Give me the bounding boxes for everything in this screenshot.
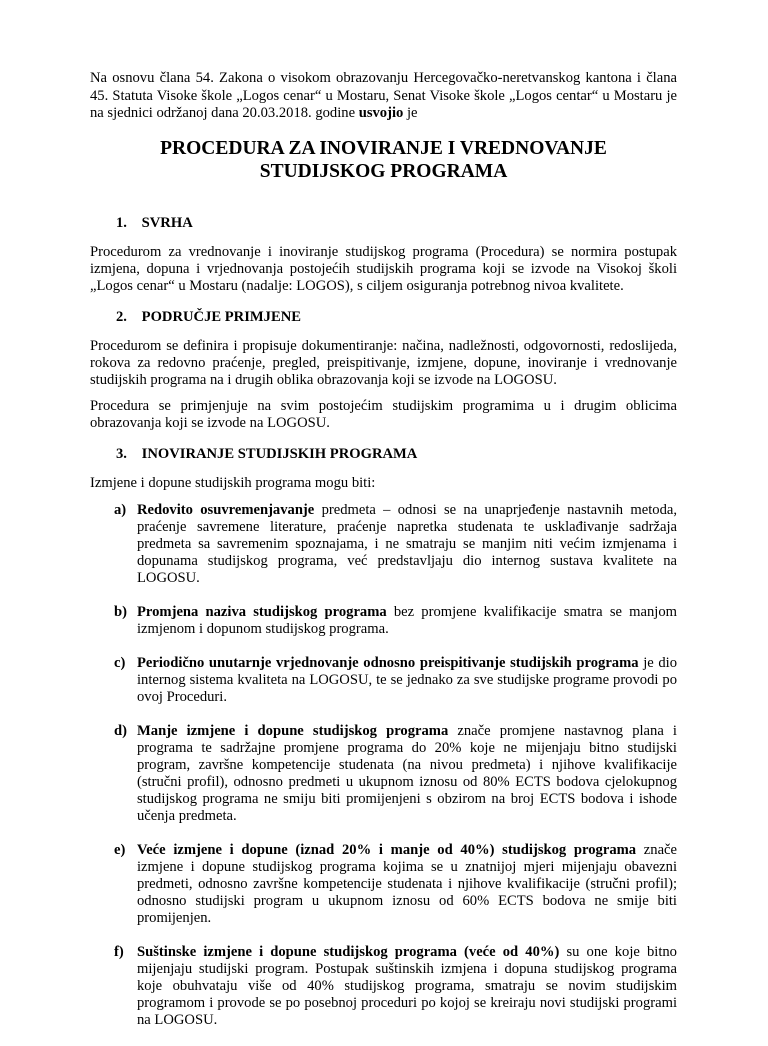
list-marker: d): [114, 722, 127, 739]
list-item-text: su one koje bitno mijenjaju studijski program. Postupak suštinskih izmjena i dopuna studijskog programa koje obuhvataju više od 40% studijskog programa, smatraju se novim studijskim programom i provode se po posebnoj proceduri po kojoj se kreiraju novi studijski programi na LOGOSU.: [137, 943, 677, 1028]
list-marker: a): [114, 501, 127, 518]
section-paragraph: Procedurom za vrednovanje i inoviranje studijskog programa (Procedura) se normira postupak izmjena, dopuna i vrjednovanja postojećih studijskih programa koji se izvode na Visokoj školi „Logos cenar“ u Mostaru (nadalje: LOGOS), s ciljem osiguranja potrebnog nivoa kvalitete.: [90, 243, 677, 294]
list-marker: b): [114, 603, 127, 620]
title-line-1: PROCEDURA ZA INOVIRANJE I VREDNOVANJE: [160, 137, 607, 159]
list-item: [114, 944, 677, 1029]
list-item-text: bez promjene kvalifikacije smatra se manjom izmjenom i dopunom studijskog programa.: [137, 603, 677, 637]
section-heading-podrucje-primjene: [116, 309, 677, 326]
title-line-2: STUDIJSKOG PROGRAMA: [259, 160, 508, 182]
section-lead: Izmjene i dopune studijskih programa mogu biti:: [90, 474, 376, 491]
list-item-bold: Periodično unutarnje vrjednovanje odnosno preispitivanje studijskih programa: [137, 654, 639, 671]
list-item-bold: Promjena naziva studijskog programa: [137, 603, 387, 620]
list-item-text: predmeta – odnosi se na unaprjeđenje nastavnih metoda, praćenje savremene literature, praćenje napretka studenata te usklađivanje sadržaja predmeta sa savremenim spoznajama, i ne smatraju se manjim niti većim izmjenama i dopunama studijskog programa, već predstavljaju dio internog sustava kvalitete na LOGOSU.: [137, 501, 678, 586]
list-item: [114, 842, 677, 927]
section-title: SVRHA: [141, 214, 193, 231]
list-marker: e): [114, 841, 126, 858]
list-marker: f): [114, 943, 124, 960]
document-page: [90, 70, 677, 1046]
list-item: [114, 502, 677, 587]
section-heading-svrha: [116, 215, 677, 232]
list-item-text: znače promjene nastavnog plana i programa te sadržajne promjene programa do 20% koje ne mijenjaju bitno studijski program, završne kompetencije studenata (na nivou predmeta) i njihove kvalifikacije (stručni profil), odnosno predmeti u ukupnom iznosu od 80% ECTS bodova cjelokupnog studijskog programa ne smiju biti promijenjeni s obzirom na broj ECTS bodova i ishode učenja predmeta.: [137, 722, 677, 824]
list-item: [114, 604, 677, 638]
section-title: INOVIRANJE STUDIJSKIH PROGRAMA: [141, 445, 418, 462]
intro-paragraph: [90, 70, 677, 123]
list-item-bold: Veće izmjene i dopune (iznad 20% i manje od 40%) studijskog programa: [137, 841, 637, 858]
list-item-text: znače izmjene i dopune studijskog programa kojima se u znatnijoj mjeri mijenjaju obavezni predmeti, odnosno završne kompetencije studenata i njihove kvalifikacije (stručni profil); odnosno studijski program u ukupnom iznosu od 60% ECTS bodova ne smije biti promijenjen.: [137, 841, 678, 926]
section-paragraph: Procedura se primjenjuje na svim postojećim studijskim programima u i drugim oblicima obrazovanja koji se izvode na LOGOSU.: [90, 397, 677, 431]
list-item: [114, 655, 677, 706]
program-changes-list: [114, 502, 677, 1029]
intro-bold-word: usvojio: [358, 105, 404, 121]
list-marker: c): [114, 654, 126, 671]
section-heading-inoviranje: [116, 446, 677, 463]
list-item-bold: Suštinske izmjene i dopune studijskog programa (veće od 40%): [137, 943, 560, 960]
section-title: PODRUČJE PRIMJENE: [141, 308, 301, 325]
section-paragraph: Procedurom se definira i propisuje dokumentiranje: načina, nadležnosti, odgovornosti, redoslijeda, rokova za redovno praćenje, pregled, preispitivanje, izmjene, dopune, inoviranje i vrednovanje studijskih programa na i drugih oblika obrazovanja koji se izvode na LOGOSU.: [90, 337, 677, 388]
section-number: 1.: [116, 214, 127, 231]
list-item-bold: Manje izmjene i dopune studijskog programa: [137, 722, 449, 739]
intro-text-end: je: [403, 105, 418, 121]
list-item-bold: Redovito osuvremenjavanje: [137, 501, 315, 518]
section-number: 2.: [116, 308, 127, 325]
section-number: 3.: [116, 445, 127, 462]
document-title: [90, 137, 677, 183]
intro-text: Na osnovu člana 54. Zakona o visokom obrazovanju Hercegovačko-neretvanskog kantona i člana 45. Statuta Visoke škole „Logos cenar“ u Mostaru, Senat Visoke škole „Logos centar“ u Mostaru je na sjednici održanoj dana 20.03.2018. godine: [90, 70, 677, 121]
list-item-text: je dio internog sistema kvaliteta na LOGOSU, te se jednako za sve studijske programe provodi po ovoj Proceduri.: [137, 654, 677, 705]
list-item: [114, 723, 677, 825]
